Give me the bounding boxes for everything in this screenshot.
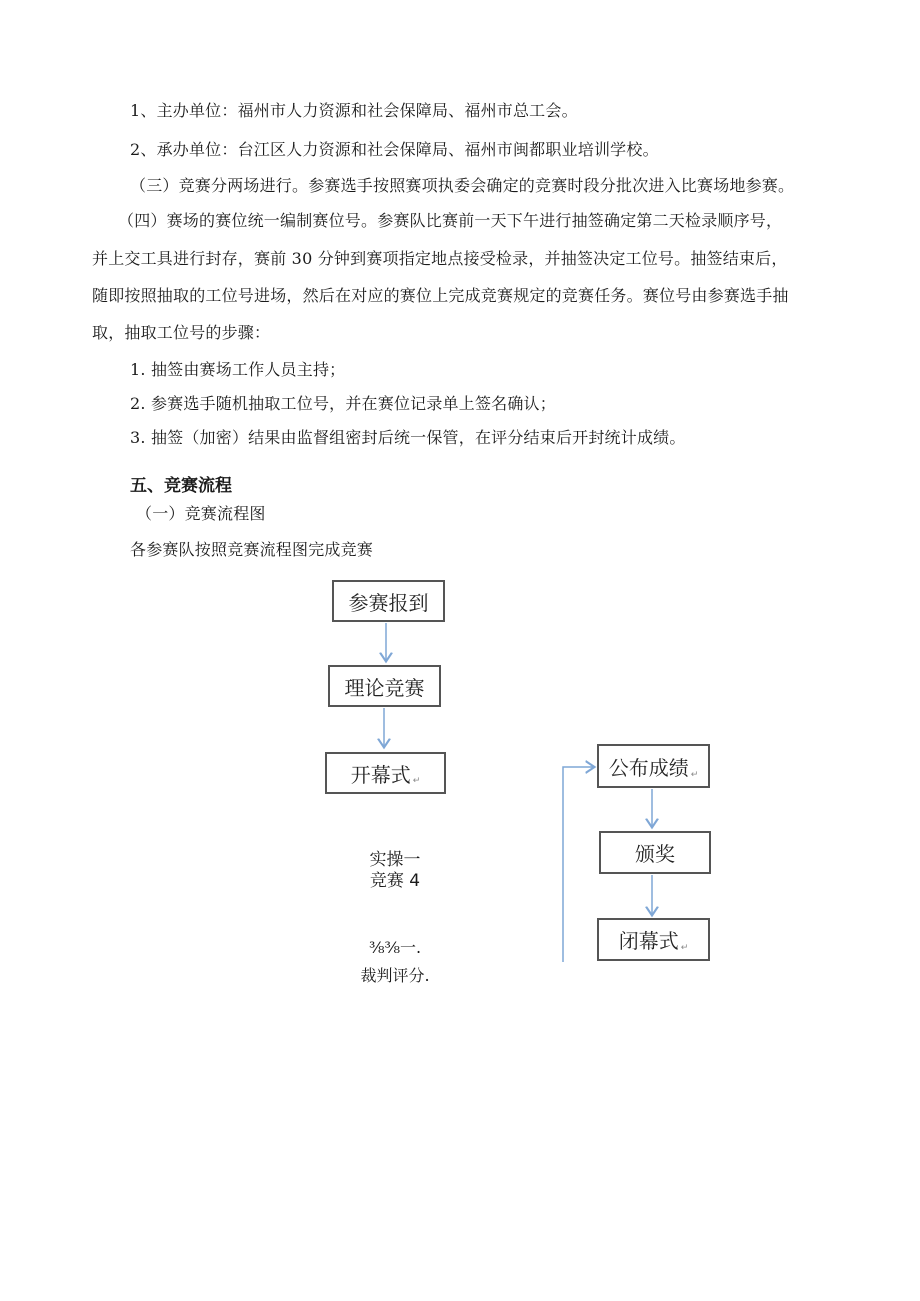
- return-mark-icon: ↵: [680, 943, 689, 953]
- paragraph-section-four-line4: 取，抽取工位号的步骤：: [92, 323, 271, 342]
- flow-box-closing-label: 闭幕式: [618, 929, 679, 953]
- flow-box-opening-label: 开幕式: [350, 762, 411, 787]
- flow-box-award: [599, 831, 711, 874]
- flow-box-closing: [597, 918, 710, 961]
- paragraph-section-four-line1: （四）赛场的赛位统一编制赛位号。参赛队比赛前一天下午进行抽签确定第二天检录顺序号，: [118, 211, 783, 230]
- flow-box-checkin-label: 参赛报到: [348, 590, 429, 615]
- flow-box-results-label: 公布成绩: [608, 755, 689, 780]
- section-intro: 各参赛队按照竞赛流程图完成竞赛: [130, 540, 374, 559]
- flow-judging-text: 裁判评分.: [360, 966, 430, 985]
- section-subtitle: （一）竞赛流程图: [136, 504, 266, 523]
- paragraph-section-four-line2: 并上交工具进行封存，赛前 30 分钟到赛项指定地点接受检录，并抽签决定工位号。抽签结束后，: [92, 249, 788, 268]
- flow-practical-line1: 实操一: [369, 850, 421, 870]
- section-title: 五、竞赛流程: [130, 476, 232, 496]
- paragraph-host: 2、承办单位：台江区人力资源和社会保障局、福州市闽都职业培训学校。: [130, 140, 659, 159]
- flow-practical-line2: 竞赛 4: [369, 871, 421, 891]
- step-three: 3. 抽签（加密）结果由监督组密封后统一保管，在评分结束后开封统计成绩。: [130, 428, 686, 447]
- flow-box-award-label: 颁奖: [635, 842, 675, 866]
- paragraph-section-three: （三）竞赛分两场进行。参赛选手按照赛项执委会确定的竞赛时段分批次进入比赛场地参赛。: [130, 176, 795, 195]
- paragraph-section-four-line3: 随即按照抽取的工位号进场，然后在对应的赛位上完成竞赛规定的竞赛任务。赛位号由参赛选手抽: [92, 286, 789, 305]
- flow-box-theory: [328, 665, 441, 707]
- flow-box-opening: [325, 752, 446, 794]
- flow-box-results: [597, 744, 710, 788]
- flow-box-checkin: [332, 580, 445, 622]
- return-mark-icon: ↵: [690, 770, 699, 780]
- flow-box-theory-label: 理论竞赛: [344, 675, 425, 700]
- step-one: 1. 抽签由赛场工作人员主持；: [130, 360, 346, 379]
- arrow-return-to-results: [563, 767, 593, 962]
- flow-garbled-text: ⅜⅜一.: [368, 938, 422, 957]
- step-two: 2. 参赛选手随机抽取工位号，并在赛位记录单上签名确认；: [130, 394, 556, 413]
- paragraph-organizer: 1、主办单位：福州市人力资源和社会保障局、福州市总工会。: [130, 101, 578, 120]
- return-mark-icon: ↵: [412, 776, 421, 786]
